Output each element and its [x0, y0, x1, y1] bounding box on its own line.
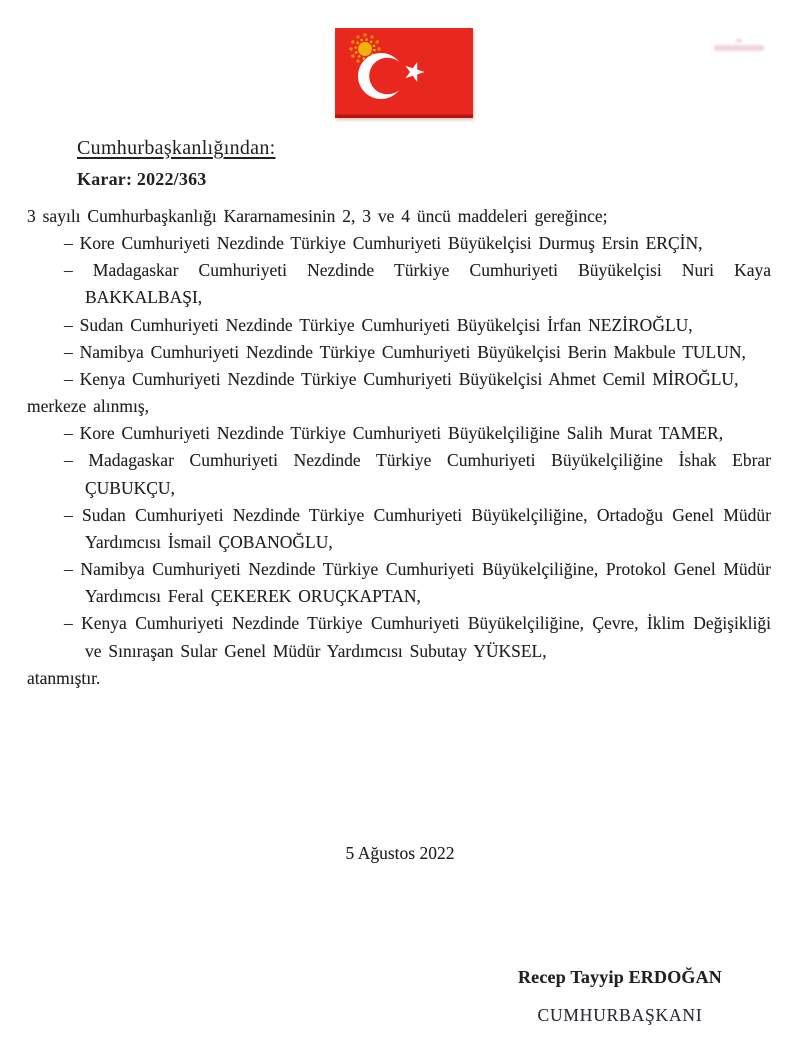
appointed-item-3: – Sudan Cumhuriyeti Nezdinde Türkiye Cumhuriyeti Büyükelçiliğine, Ortadoğu Genel Müdür Yardımcısı İsmail ÇOBANOĞLU, — [64, 504, 771, 552]
signature-name: Recep Tayyip ERDOĞAN — [517, 967, 723, 987]
recalled-item-5: – Kenya Cumhuriyeti Nezdinde Türkiye Cumhuriyeti Büyükelçisi Ahmet Cemil MİROĞLU, — [64, 368, 739, 389]
signature-block — [455, 967, 785, 1026]
appointed-item-4: – Namibya Cumhuriyeti Nezdinde Türkiye Cumhuriyeti Büyükelçiliğine, Protokol Genel Müdür Yardımcısı Feral ÇEKEREK ORUÇKAPTAN, — [64, 559, 771, 607]
appointed-item-5: – Kenya Cumhuriyeti Nezdinde Türkiye Cumhuriyeti Büyükelçiliğine, Çevre, İklim Değişikliği ve Sınıraşan Sular Genel Müdür Yardımcısı Subutay YÜKSEL, — [64, 613, 771, 661]
document-source-title: Cumhurbaşkanlığından: — [77, 137, 276, 159]
decree-intro: 3 sayılı Cumhurbaşkanlığı Kararnamesinin 2, 3 ve 4 üncü maddeleri gereğince; — [27, 206, 608, 226]
flag-graphic — [335, 28, 473, 118]
decree-number: Karar: 2022/363 — [77, 169, 207, 189]
appointed-closing: atanmıştır. — [27, 667, 101, 688]
recalled-closing: merkeze alınmış, — [27, 396, 150, 417]
recalled-item-1: – Kore Cumhuriyeti Nezdinde Türkiye Cumhuriyeti Büyükelçisi Durmuş Ersin ERÇİN, — [64, 233, 703, 254]
watermark — [712, 39, 766, 55]
recalled-item-2: – Madagaskar Cumhuriyeti Nezdinde Türkiye Cumhuriyeti Büyükelçisi Nuri Kaya BAKKALBAŞI, — [64, 260, 771, 308]
flag-bottom-shade — [335, 115, 473, 119]
document-header — [77, 137, 276, 190]
presidential-flag — [335, 28, 473, 118]
decree-body — [27, 203, 771, 692]
appointed-item-1: – Kore Cumhuriyeti Nezdinde Türkiye Cumhuriyeti Büyükelçiliğine Salih Murat TAMER, — [64, 423, 724, 444]
decree-date: 5 Ağustos 2022 — [345, 843, 455, 863]
recalled-item-4: – Namibya Cumhuriyeti Nezdinde Türkiye Cumhuriyeti Büyükelçisi Berin Makbule TULUN, — [64, 341, 746, 362]
signature-title: CUMHURBAŞKANI — [537, 1005, 703, 1025]
watermark-mark — [736, 39, 742, 42]
recalled-item-3: – Sudan Cumhuriyeti Nezdinde Türkiye Cumhuriyeti Büyükelçisi İrfan NEZİROĞLU, — [64, 314, 693, 335]
watermark-smudge — [714, 45, 764, 51]
appointed-item-2: – Madagaskar Cumhuriyeti Nezdinde Türkiye Cumhuriyeti Büyükelçiliğine İshak Ebrar ÇUBUKÇU, — [64, 450, 771, 498]
